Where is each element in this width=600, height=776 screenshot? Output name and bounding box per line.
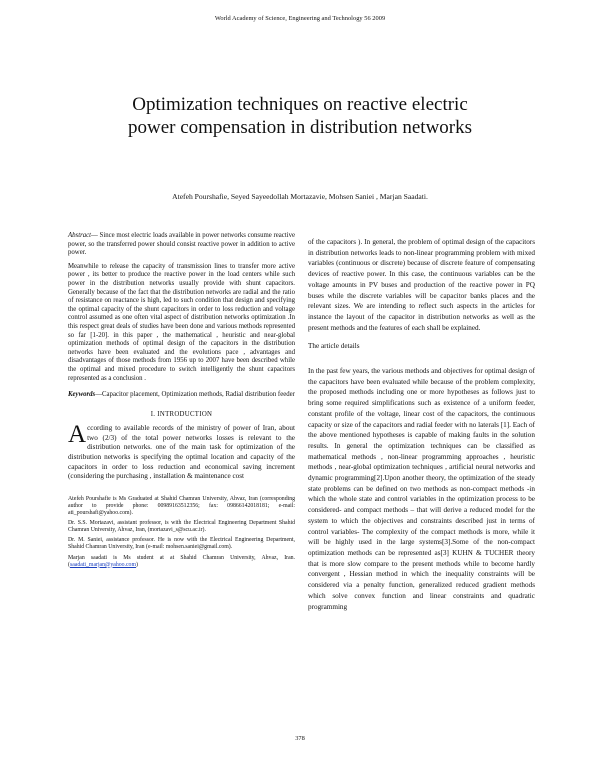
right-paragraph-1: of the capacitors ). In general, the problem of optimal design of the capacitors in distribution networks leads to non-linear programming problem with mixed variables (continuous or discrete) because of discrete feature of compensating devices of reactive power. In this case, the continuous variables can be the voltage amounts in PV buses and production of the reactive power in PQ buses while the discrete variables will be capacitor banks places and the relevant sizes. We are intending to reflect such aspects in the articles for instance the layout of the capacitor in distribution networks as well as the present methods and the features of each shall be explained. xyxy=(308,238,535,332)
section-heading-introduction: I. INTRODUCTION xyxy=(150,410,213,418)
footnote-4 xyxy=(68,555,295,569)
footnote-4-prefix: Marjan saadati is Ms student at at Shahid Chamran University, Ahvaz, Iran.( xyxy=(68,554,295,568)
right-column xyxy=(308,237,535,617)
keywords-label: Keywords xyxy=(68,391,96,399)
right-paragraph-2: In the past few years, the various methods and objectives for optimal design of the capacitors have been evaluated while because of the problem complexity, the proposed methods including one or more hypotheses as follows just to bring some required simplifications such as existence of a uniform feeder, constant profile of the voltage, linear cost of the capacitors, the continuous capacity or size of the capacitors and radial feeder with no laterals [1]. Each of the above mentioned hypotheses is capable of making faults in the solution results. In general the optimization techniques can be classified as mathematical methods , non-linear programming approaches , heuristic methods , near-global optimization techniques , artificial neural networks and dynamic programming[2].Upon another theory, the optimization of the steady state problems can be defined on two methods as non-compact methods -in which the whole state and control variables in the optimization process to be considered- and compact methods – that will derive a reduced model for the system to which the objectives and constraints described just in terms of control variables- The complexity of the compact methods is more, while it will be highly used in the large systems[3].Some of the non-compact optimization methods can be represented as[3] KUHN & TUCHER theory that is more slow compare to the present methods while to become hardly convergent , Hessian method in which the inequality constraints will be considered via a penalty function, generalized reduced gradient methods which solve convex function and linear constraints and quadratic programming xyxy=(308,367,535,611)
author-list: Atefeh Pourshafie, Seyed Sayeedollah Mortazavie, Mohsen Saniei , Marjan Saadati. xyxy=(172,192,428,201)
keywords xyxy=(68,391,295,400)
page-number: 378 xyxy=(295,735,305,742)
abstract-paragraph-2: Meanwhile to release the capacity of transmission lines to transfer more active power , its better to produce the reactive power in the load centers while such power in the distribution networks usually provide with shunt capacitors. Generally because of the fact that the distribution networks are radial and the ratio of resistance on reactance is high, led to such condition that design and specifying the optimal capacity of the shunt capacitors in order to loss reduction and voltage control assumed as one often vital aspect of distribution networks optimization .In this respect great deals of studies have been done and various methods represented so far [1-20]. in this paper , the mathematical , heuristic and near-global optimization methods of optimal design of the capacitors in the distribution networks have been evaluated and the evolutions pace , advantages and disadvantages of those methods from 1956 up to 2007 have been described while the optimal and mixed procedure to switch intelligently the shunt capacitors represented as a conclusion . xyxy=(68,262,295,382)
footnote-2: Dr. S.S. Mortazavi, assistant professor, is with the Electrical Engineering Department Shahid Chamran University, Ahvaz, Iran, (mortazavi_s@scu.ac.ir). xyxy=(68,520,295,534)
footnote-1: Atefeh Pourshafie is Ms Graduated at Shahid Chamran University, Ahvaz, Iran (corresponding author to provide phone: 00989163512356; fax: 09866142018181; e-mail: ati_pourshafi@yahoo.com). xyxy=(68,495,295,517)
abstract xyxy=(68,232,295,258)
abstract-label: Abstract xyxy=(68,232,92,239)
title-line-2: power compensation in distribution networks xyxy=(127,117,473,138)
article-details-heading: The article details xyxy=(308,342,360,351)
paper-title xyxy=(60,93,540,139)
author-footnotes xyxy=(68,496,295,569)
introduction-text: ccording to available records of the ministry of power of Iran, about two (2/3) of the total power networks losses is relevant to the distribution networks. one of the main task for optimization of the distribution networks is specifying the optimal location and capacity of the capacitors in order to loss reduction and economical saving increment (considering the purchasing , installation & maintenance cost xyxy=(68,424,295,481)
introduction-paragraph xyxy=(68,421,295,482)
footnote-email-link[interactable]: saadati_marjan@yahoo.com xyxy=(69,561,136,568)
footnote-4-suffix: ) xyxy=(135,561,138,568)
drop-cap: A xyxy=(68,421,87,449)
abstract-text: — Since most electric loads available in power networks consume reactive power, so the transferred power should consist reactive power in addition to active power. xyxy=(68,232,295,257)
title-line-1: Optimization techniques on reactive electric xyxy=(132,94,468,115)
footnote-3: Dr. M. Saniei, assistance professor. He is now with the Electrical Engineering Department, Shahid Chamran University, Iran (e-mail: mohsen.saniei@gmail.com). xyxy=(68,537,295,551)
keywords-text: —Capacitor placement, Optimization methods, Radial distribution feeder xyxy=(95,391,295,399)
left-column xyxy=(68,232,295,572)
running-header: World Academy of Science, Engineering and Technology 56 2009 xyxy=(214,15,386,22)
